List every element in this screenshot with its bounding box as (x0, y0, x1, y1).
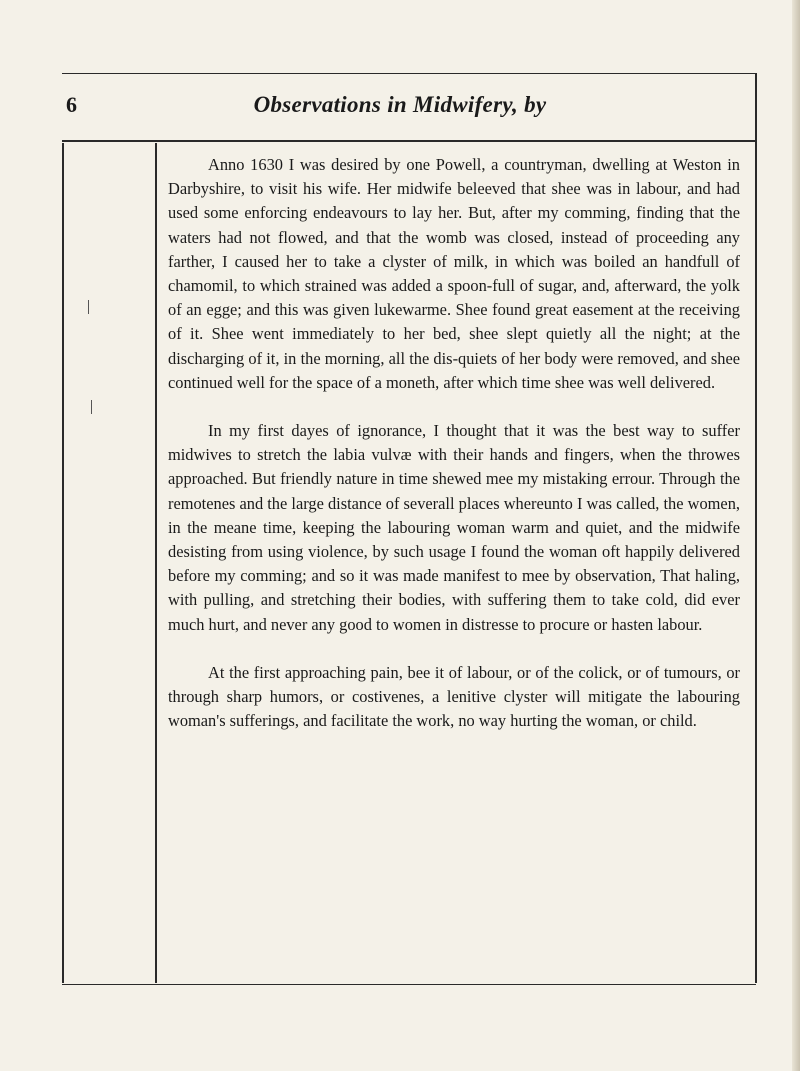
page-number: 6 (66, 92, 77, 117)
running-title: Observations in Midwifery, by (253, 92, 547, 117)
body-text (168, 153, 740, 733)
paragraph: In my first dayes of ignorance, I thought that it was the best way to suffer midwives to stretch the labia vulvæ with their hands and fingers, when the throwes approached. But friendly nature in time shewed mee my mistaking errour. Through the remotenes and the large distance of severall places whereunto I was called, the women, in the meane time, keeping the labouring woman warm and quiet, and the midwife desisting from using violence, by such usage I found the woman oft happily delivered before my comming; and so it was made manifest to mee by observation, That haling, with pulling, and stretching their bodies, with suffering them to take cold, did ever much hurt, and never any good to women in distresse to procure or hasten labour. (168, 421, 740, 634)
header-rule (62, 140, 756, 142)
page-edge (792, 0, 800, 1071)
margin-mark (88, 300, 89, 314)
frame-right-rule (755, 143, 757, 983)
margin-column-divider (155, 143, 157, 983)
frame-left-rule (62, 143, 64, 983)
margin-mark (91, 400, 92, 414)
paragraph: Anno 1630 I was desired by one Powell, a countryman, dwelling at Weston in Darbyshire, to visit his wife. Her midwife beleeved that shee was in labour, and had used some enforcing endeavours to lay her. But, after my comming, finding that the waters had not flowed, and that the womb was closed, instead of proceeding any farther, I caused her to take a clyster of milk, in which was boiled an handfull of chamomil, to which strained was added a spoon-full of sugar, and, afterward, the yolk of an egge; and this was given lukewarme. Shee found great easement at the receiving of it. Shee went immediately to her bed, shee slept quietly all the night; at the discharging of it, in the morning, all the dis-quiets of her body were removed, and shee continued well for the space of a moneth, after which time shee was well delivered. (168, 155, 740, 392)
paragraph: At the first approaching pain, bee it of labour, or of the colick, or of tumours, or through sharp humors, or costivenes, a lenitive clyster will mitigate the labouring woman's sufferings, and facilitate the work, no way hurting the woman, or child. (168, 662, 740, 731)
